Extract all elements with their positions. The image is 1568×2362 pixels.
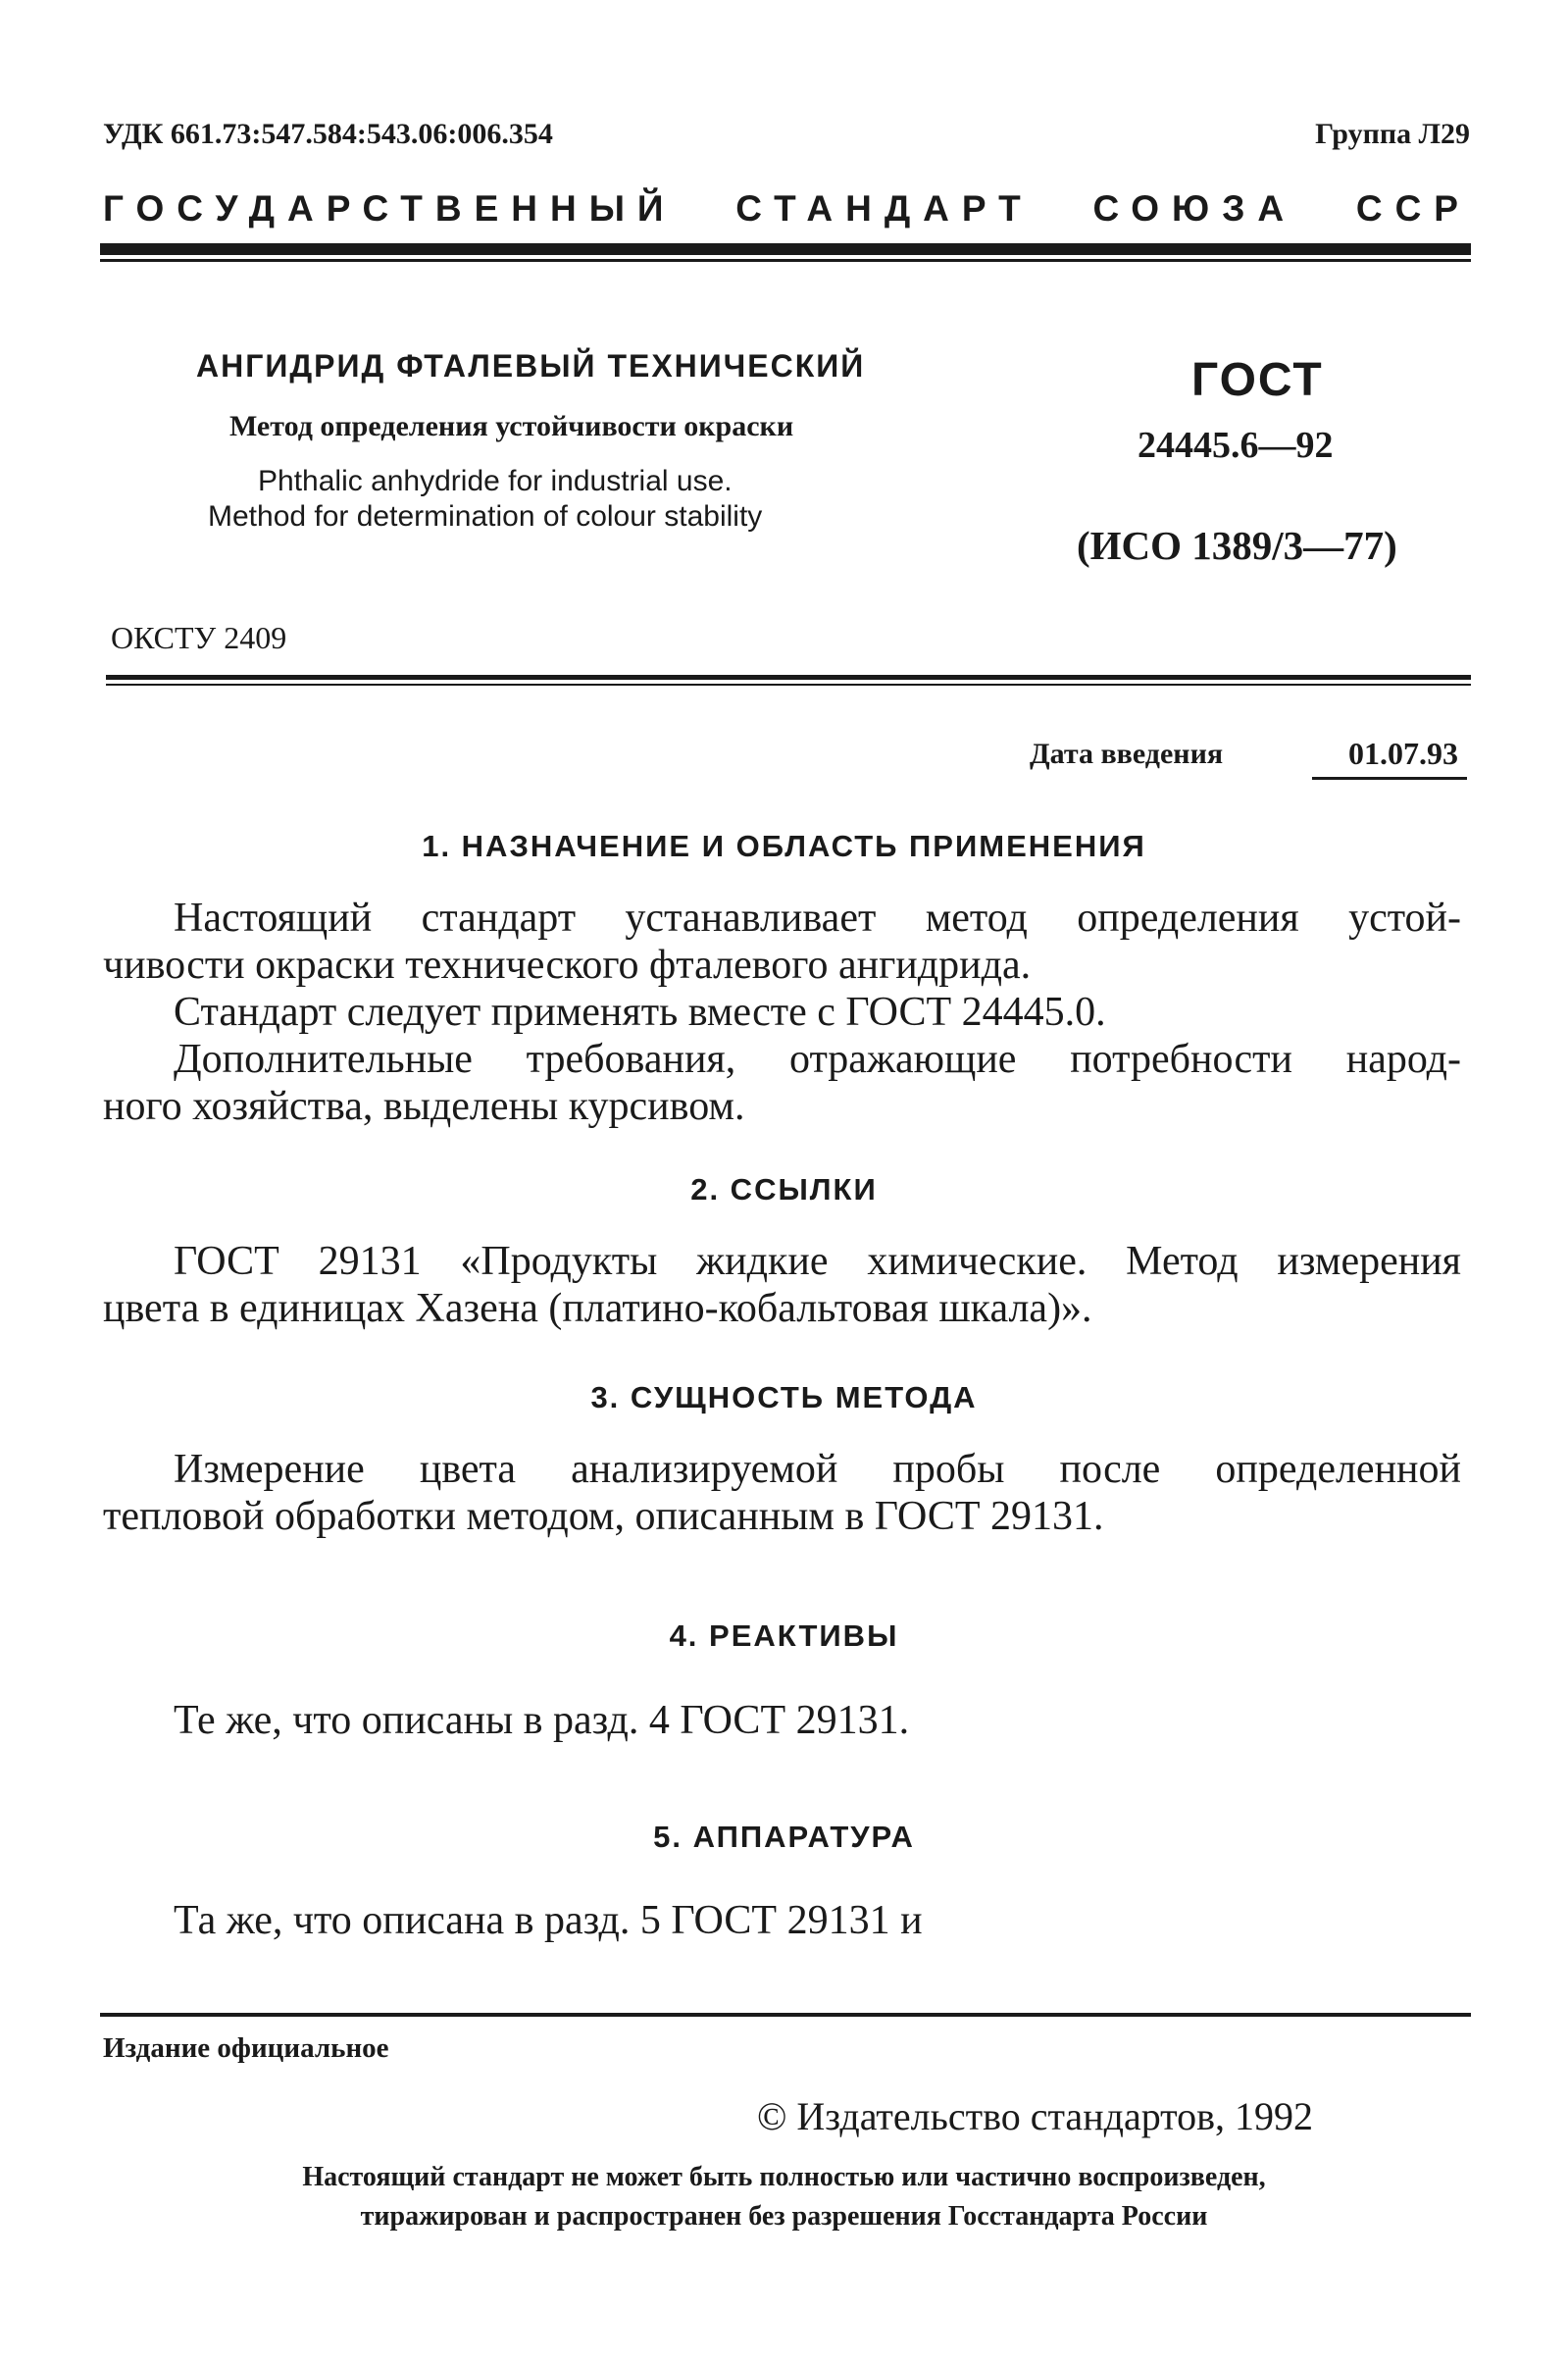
section-1-line-2: чивости окраски технического фталевого ангидрида. bbox=[103, 943, 1032, 988]
header-thick-rule bbox=[100, 243, 1471, 255]
okstu-code: ОКСТУ 2409 bbox=[111, 620, 287, 655]
section-1-line-1: Настоящий стандарт устанавливает метод определения устой- bbox=[174, 896, 1461, 941]
copyright-notice: © Издательство стандартов, 1992 bbox=[757, 2094, 1314, 2138]
header-thin-rule bbox=[100, 259, 1471, 262]
date-value: 01.07.93 bbox=[1348, 736, 1458, 771]
gost-label: ГОСТ bbox=[1191, 354, 1324, 406]
section-4-body bbox=[103, 1697, 1461, 1744]
section-5-body bbox=[103, 1897, 1461, 1944]
section-1-heading: 1. НАЗНАЧЕНИЕ И ОБЛАСТЬ ПРИМЕНЕНИЯ bbox=[422, 829, 1146, 863]
udc-code: УДК 661.73:547.584:543.06:006.354 bbox=[103, 118, 553, 150]
reproduction-notice-line-2: тиражирован и распространен без разрешения Госстандарта России bbox=[360, 2201, 1208, 2232]
date-label: Дата введения bbox=[1030, 738, 1224, 770]
iso-reference: (ИСО 1389/3—77) bbox=[1077, 523, 1397, 568]
section-3-heading: 3. СУЩНОСТЬ МЕТОДА bbox=[590, 1380, 978, 1414]
document-title: АНГИДРИД ФТАЛЕВЫЙ ТЕХНИЧЕСКИЙ bbox=[196, 348, 866, 384]
footer-rule bbox=[100, 2013, 1471, 2017]
okstu-rule-bottom bbox=[106, 684, 1471, 686]
section-4-line-1: Те же, что описаны в разд. 4 ГОСТ 29131. bbox=[174, 1698, 910, 1743]
gost-number: 24445.6—92 bbox=[1138, 425, 1334, 466]
section-2-body bbox=[103, 1238, 1461, 1332]
document-subtitle: Метод определения устойчивости окраски bbox=[229, 410, 794, 442]
reproduction-notice-line-1: Настоящий стандарт не может быть полностью или частично воспроизведен, bbox=[302, 2162, 1266, 2192]
section-1-line-4: Дополнительные требования, отражающие потребности народ- bbox=[174, 1037, 1461, 1082]
section-5-line-1: Та же, что описана в разд. 5 ГОСТ 29131 и bbox=[174, 1898, 923, 1943]
section-3-line-1: Измерение цвета анализируемой пробы после определенной bbox=[174, 1447, 1461, 1492]
section-2-heading: 2. ССЫЛКИ bbox=[690, 1172, 878, 1207]
section-3-body bbox=[103, 1446, 1461, 1540]
section-5-heading: 5. АППАРАТУРА bbox=[653, 1820, 915, 1854]
section-2-line-2: цвета в единицах Хазена (платино-кобальтовая шкала)». bbox=[103, 1286, 1092, 1331]
section-1-line-3: Стандарт следует применять вместе с ГОСТ 24445.0. bbox=[174, 990, 1106, 1035]
date-underline bbox=[1312, 777, 1467, 780]
english-title-line-2: Method for determination of colour stability bbox=[208, 500, 763, 533]
group-code: Группа Л29 bbox=[1315, 118, 1470, 150]
section-3-line-2: тепловой обработки методом, описанным в ГОСТ 29131. bbox=[103, 1494, 1104, 1539]
section-2-line-1: ГОСТ 29131 «Продукты жидкие химические. Метод измерения bbox=[174, 1239, 1461, 1284]
state-standard-banner: ГОСУДАРСТВЕННЫЙ СТАНДАРТ СОЮЗА ССР bbox=[103, 188, 1471, 229]
official-edition-label: Издание официальное bbox=[103, 2032, 389, 2064]
okstu-rule-top bbox=[106, 675, 1471, 680]
section-4-heading: 4. РЕАКТИВЫ bbox=[669, 1618, 899, 1653]
section-1-line-5: ного хозяйства, выделены курсивом. bbox=[103, 1084, 745, 1129]
section-1-body bbox=[103, 895, 1461, 1130]
english-title-line-1: Phthalic anhydride for industrial use. bbox=[258, 465, 733, 497]
